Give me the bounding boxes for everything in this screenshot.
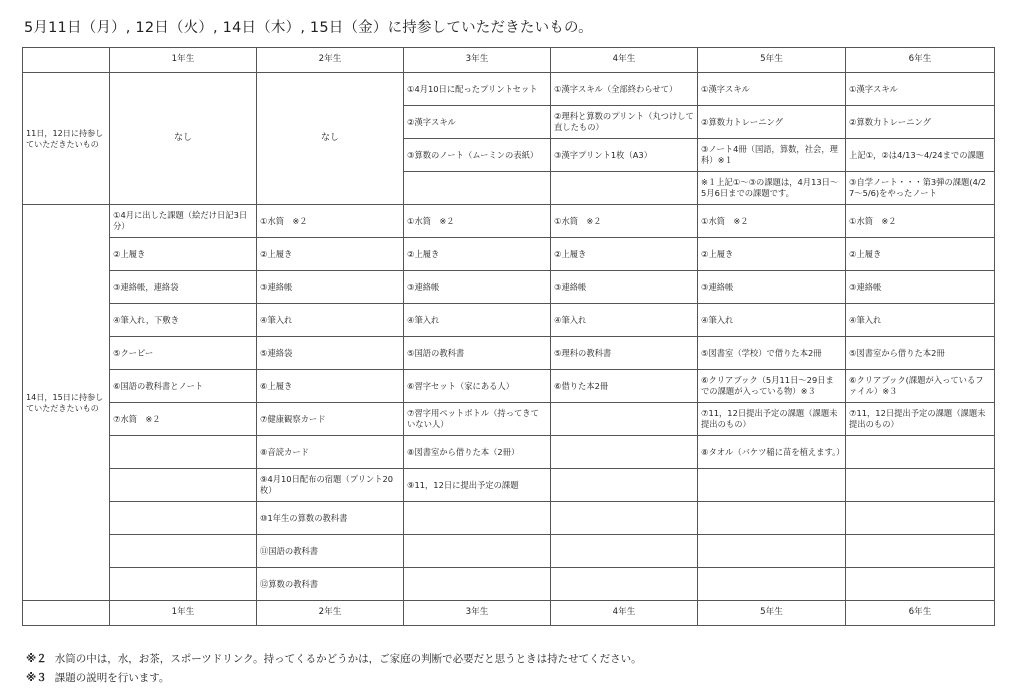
- item-cell: ⑤クーピー: [110, 337, 257, 370]
- item-cell: ⑦健康観察カード: [257, 403, 404, 436]
- table-row: [23, 535, 995, 568]
- table-row: [23, 370, 995, 403]
- corner-cell: [23, 48, 110, 73]
- footnote-mark: ※３: [26, 672, 47, 684]
- footnote-2: [26, 651, 642, 666]
- header-row-top: [23, 48, 995, 73]
- item-cell: ②上履き: [846, 238, 995, 271]
- grade-header-cell: 2年生: [257, 48, 404, 73]
- item-cell: ①漢字スキル: [846, 73, 995, 106]
- table-row: [23, 205, 995, 238]
- item-cell: ①水筒 ※２: [551, 205, 698, 238]
- item-cell: ⑤理科の教科書: [551, 337, 698, 370]
- item-cell: 上記①，②は4/13〜4/24までの課題: [846, 139, 995, 172]
- item-cell: [551, 502, 698, 535]
- item-cell: ⑦11，12日提出予定の課題（課題未提出のもの）: [846, 403, 995, 436]
- grade-header-cell: 1年生: [110, 601, 257, 626]
- item-cell: ⑨4月10日配布の宿題（プリント20枚）: [257, 469, 404, 502]
- item-cell: [404, 568, 551, 601]
- grade-header-cell: 5年生: [698, 601, 846, 626]
- item-cell: ⑧図書室から借りた本（2冊）: [404, 436, 551, 469]
- grade-header-cell: 3年生: [404, 601, 551, 626]
- item-cell: [551, 172, 698, 205]
- grade-header-cell: 5年生: [698, 48, 846, 73]
- item-cell: [551, 403, 698, 436]
- item-cell: ②上履き: [110, 238, 257, 271]
- table-row: [23, 469, 995, 502]
- grade-header-cell: 2年生: [257, 601, 404, 626]
- grade-header-cell: 1年生: [110, 48, 257, 73]
- item-cell: ⑥借りた本2冊: [551, 370, 698, 403]
- item-cell: ②漢字スキル: [404, 106, 551, 139]
- item-cell: [698, 502, 846, 535]
- item-cell: ⑪国語の教科書: [257, 535, 404, 568]
- schedule-table: [22, 47, 995, 626]
- item-cell: ③連絡帳: [257, 271, 404, 304]
- item-cell: ⑥上履き: [257, 370, 404, 403]
- footnote-mark: ※２: [26, 653, 47, 665]
- item-cell: ⑦11，12日提出予定の課題（課題未提出のもの）: [698, 403, 846, 436]
- item-cell: ④筆入れ: [846, 304, 995, 337]
- item-cell: ①漢字スキル: [698, 73, 846, 106]
- item-cell: ⑤国語の教科書: [404, 337, 551, 370]
- item-cell: ③連絡帳: [846, 271, 995, 304]
- grade-header-cell: 4年生: [551, 601, 698, 626]
- item-cell: ③連絡帳: [551, 271, 698, 304]
- item-cell: ③自学ノート・・・第3弾の課題(4/27〜5/6)をやったノート: [846, 172, 995, 205]
- item-cell: [404, 172, 551, 205]
- item-cell: ②算数力トレーニング: [846, 106, 995, 139]
- table-row: [23, 568, 995, 601]
- table-row: [23, 304, 995, 337]
- item-cell: ②上履き: [257, 238, 404, 271]
- item-cell: [846, 535, 995, 568]
- item-cell: ②上履き: [551, 238, 698, 271]
- item-cell: ②上履き: [404, 238, 551, 271]
- table-row: [23, 337, 995, 370]
- item-cell: ⑫算数の教科書: [257, 568, 404, 601]
- item-cell: ⑦習字用ペットボトル（持ってきていない人）: [404, 403, 551, 436]
- item-cell: ①漢字スキル（全部終わらせて）: [551, 73, 698, 106]
- item-cell: ③漢字プリント1枚（A3）: [551, 139, 698, 172]
- item-cell: ④筆入れ: [551, 304, 698, 337]
- grade-header-cell: 4年生: [551, 48, 698, 73]
- item-cell: [698, 568, 846, 601]
- item-cell: ⑤図書室（学校）で借りた本2冊: [698, 337, 846, 370]
- item-cell: [110, 568, 257, 601]
- item-cell: ①4月10日に配ったプリントセット: [404, 73, 551, 106]
- page-title: 5月11日（月）, 12日（火）, 14日（木）, 15日（金）に持参していただきたいもの。: [24, 20, 593, 36]
- item-cell: ⑥習字セット（家にある人）: [404, 370, 551, 403]
- item-cell: [110, 502, 257, 535]
- row-label-cell: 14日，15日に持参していただきたいもの: [23, 205, 110, 601]
- none-cell: なし: [257, 73, 404, 205]
- table-row: [23, 73, 995, 106]
- item-cell: [551, 436, 698, 469]
- grade-header-cell: 6年生: [846, 601, 995, 626]
- item-cell: ③算数のノート（ムーミンの表紙）: [404, 139, 551, 172]
- item-cell: ⑤連絡袋: [257, 337, 404, 370]
- footnote-text: 課題の説明を行います。: [54, 672, 170, 684]
- item-cell: [698, 535, 846, 568]
- item-cell: ①4月に出した課題（絵だけ日記3日分）: [110, 205, 257, 238]
- item-cell: [846, 568, 995, 601]
- item-cell: ②上履き: [698, 238, 846, 271]
- table-row: [23, 436, 995, 469]
- item-cell: [846, 502, 995, 535]
- item-cell: ③連絡帳: [404, 271, 551, 304]
- item-cell: [846, 469, 995, 502]
- item-cell: ④筆入れ: [698, 304, 846, 337]
- item-cell: ③連絡帳: [698, 271, 846, 304]
- item-cell: ⑧音読カード: [257, 436, 404, 469]
- footnote-text: 水筒の中は，水，お茶，スポーツドリンク。持ってくるかどうかは，ご家庭の判断で必要だと思うときは持たせてください。: [54, 653, 642, 665]
- none-cell: なし: [110, 73, 257, 205]
- grade-header-cell: 3年生: [404, 48, 551, 73]
- item-cell: ⑤図書室から借りた本2冊: [846, 337, 995, 370]
- corner-cell: [23, 601, 110, 626]
- item-cell: ④筆入れ: [257, 304, 404, 337]
- item-cell: ※１上記①〜③の課題は，4月13日〜5月6日までの課題です。: [698, 172, 846, 205]
- item-cell: ⑥クリアブック(課題が入っているファイル）※３: [846, 370, 995, 403]
- item-cell: [551, 535, 698, 568]
- item-cell: ③ノート4冊（国語，算数，社会，理科）※１: [698, 139, 846, 172]
- item-cell: ②理科と算数のプリント（丸つけして直したもの）: [551, 106, 698, 139]
- row-label-cell: 11日，12日に持参していただきたいもの: [23, 73, 110, 205]
- grade-header-cell: 6年生: [846, 48, 995, 73]
- item-cell: ⑩1年生の算数の教科書: [257, 502, 404, 535]
- item-cell: [110, 436, 257, 469]
- item-cell: ①水筒 ※２: [257, 205, 404, 238]
- item-cell: [551, 469, 698, 502]
- table-row: [23, 271, 995, 304]
- item-cell: ④筆入れ，下敷き: [110, 304, 257, 337]
- table-row: [23, 502, 995, 535]
- item-cell: [404, 535, 551, 568]
- item-cell: ⑧タオル（バケツ稲に苗を植えます。）: [698, 436, 846, 469]
- item-cell: ⑥クリアブック（5月11日〜29日までの課題が入っている物）※３: [698, 370, 846, 403]
- item-cell: ④筆入れ: [404, 304, 551, 337]
- item-cell: ②算数力トレーニング: [698, 106, 846, 139]
- table-row: [23, 238, 995, 271]
- footnote-3: [26, 670, 169, 685]
- item-cell: [110, 535, 257, 568]
- item-cell: ⑨11，12日に提出予定の課題: [404, 469, 551, 502]
- item-cell: [404, 502, 551, 535]
- item-cell: [551, 568, 698, 601]
- item-cell: [698, 469, 846, 502]
- item-cell: ①水筒 ※２: [404, 205, 551, 238]
- item-cell: [846, 436, 995, 469]
- header-row-bottom: [23, 601, 995, 626]
- item-cell: ①水筒 ※２: [846, 205, 995, 238]
- table-row: [23, 403, 995, 436]
- item-cell: ⑥国語の教科書とノート: [110, 370, 257, 403]
- item-cell: [110, 469, 257, 502]
- item-cell: ①水筒 ※２: [698, 205, 846, 238]
- item-cell: ⑦水筒 ※２: [110, 403, 257, 436]
- item-cell: ③連絡帳，連絡袋: [110, 271, 257, 304]
